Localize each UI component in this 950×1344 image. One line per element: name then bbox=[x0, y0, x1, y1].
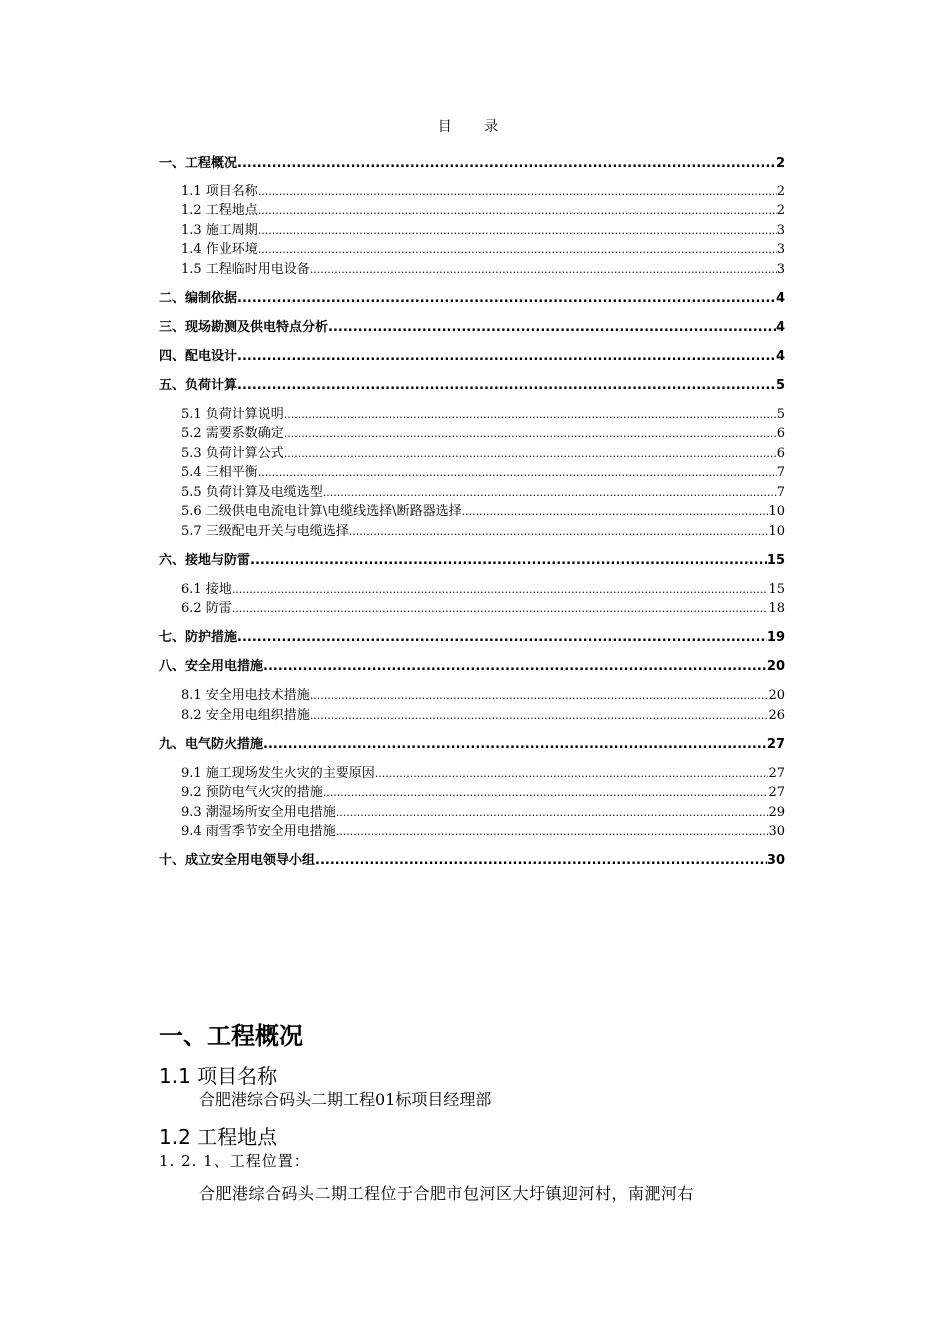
toc-leader bbox=[258, 202, 777, 220]
toc-entry-page: 5 bbox=[776, 407, 785, 422]
toc-entry-label: 5.3 负荷计算公式 bbox=[181, 446, 284, 461]
toc-entry-page: 18 bbox=[768, 601, 785, 616]
toc-entry-page: 27 bbox=[768, 785, 785, 800]
toc-leader bbox=[237, 155, 776, 173]
toc-entry-label: 1.4 作业环境 bbox=[181, 242, 258, 257]
toc-entry-page: 6 bbox=[776, 426, 785, 441]
body-paragraph: 合肥港综合码头二期工程01标项目经理部 bbox=[199, 1090, 492, 1109]
toc-entry[interactable] bbox=[181, 687, 785, 705]
toc-entry-label: 8.2 安全用电组织措施 bbox=[181, 708, 310, 723]
toc-entry[interactable] bbox=[181, 406, 785, 424]
toc-entry[interactable] bbox=[159, 319, 785, 337]
toc-leader bbox=[237, 348, 776, 366]
toc-leader bbox=[336, 823, 769, 841]
toc-leader bbox=[375, 765, 769, 783]
toc-entry-page: 30 bbox=[768, 824, 785, 839]
toc-leader bbox=[258, 183, 777, 201]
toc-leader bbox=[315, 852, 767, 870]
toc-entry-label: 1.5 工程临时用电设备 bbox=[181, 262, 310, 277]
toc-leader bbox=[323, 484, 777, 502]
toc-entry[interactable] bbox=[159, 736, 785, 754]
toc-entry[interactable] bbox=[159, 348, 785, 366]
toc-entry[interactable] bbox=[181, 784, 785, 802]
toc-entry-page: 26 bbox=[768, 708, 785, 723]
toc-entry-label: 六、接地与防雷 bbox=[159, 553, 251, 568]
toc-entry-label: 1.3 施工周期 bbox=[181, 223, 258, 238]
toc-entry-page: 3 bbox=[776, 262, 785, 277]
toc-entry-page: 2 bbox=[776, 184, 785, 199]
toc-entry[interactable] bbox=[181, 445, 785, 463]
toc-leader bbox=[328, 319, 776, 337]
toc-entry-label: 5.1 负荷计算说明 bbox=[181, 407, 284, 422]
list-item-label: 1. 2. 1、工程位置： bbox=[159, 1152, 310, 1170]
toc-entry[interactable] bbox=[181, 261, 785, 279]
toc-entry[interactable] bbox=[181, 523, 785, 541]
toc-entry[interactable] bbox=[159, 377, 785, 395]
toc-entry-page: 7 bbox=[776, 465, 785, 480]
toc-entry[interactable] bbox=[159, 290, 785, 308]
toc-entry-page: 4 bbox=[775, 291, 785, 306]
toc-entry-page: 19 bbox=[766, 630, 785, 645]
toc-entry-label: 一、工程概况 bbox=[159, 156, 238, 171]
toc-entry[interactable] bbox=[159, 155, 785, 173]
toc-entry[interactable] bbox=[181, 600, 785, 618]
toc-entry-label: 1.2 工程地点 bbox=[181, 203, 258, 218]
toc-entry-label: 1.1 项目名称 bbox=[181, 184, 258, 199]
toc-entry[interactable] bbox=[181, 707, 785, 725]
toc-leader bbox=[336, 804, 769, 822]
toc-leader bbox=[310, 261, 777, 279]
toc-entry-label: 三、现场勘测及供电特点分析 bbox=[159, 320, 329, 335]
toc-entry-page: 4 bbox=[775, 349, 785, 364]
toc-entry-label: 5.5 负荷计算及电缆选型 bbox=[181, 485, 323, 500]
toc-entry-page: 2 bbox=[775, 156, 785, 171]
toc-entry[interactable] bbox=[159, 552, 785, 570]
toc-leader bbox=[310, 687, 769, 705]
toc-entry-label: 9.2 预防电气火灾的措施 bbox=[181, 785, 323, 800]
toc-entry-page: 7 bbox=[776, 485, 785, 500]
toc-entry-label: 九、电气防火措施 bbox=[159, 737, 264, 752]
toc-entry-page: 3 bbox=[776, 223, 785, 238]
toc-leader bbox=[349, 523, 769, 541]
toc-entry[interactable] bbox=[181, 765, 785, 783]
toc-entry-label: 9.3 潮湿场所安全用电措施 bbox=[181, 805, 336, 820]
toc-entry-page: 3 bbox=[776, 242, 785, 257]
toc-leader bbox=[237, 377, 776, 395]
body-paragraph: 合肥港综合码头二期工程位于合肥市包河区大圩镇迎河村，南淝河右 bbox=[199, 1184, 695, 1203]
toc-entry-page: 27 bbox=[768, 766, 785, 781]
toc-entry[interactable] bbox=[159, 852, 785, 870]
toc-leader bbox=[284, 425, 777, 443]
subsection-heading: 1.2 工程地点 bbox=[159, 1125, 278, 1149]
toc-entry-page: 27 bbox=[766, 737, 785, 752]
toc-entry-label: 二、编制依据 bbox=[159, 291, 238, 306]
toc-entry[interactable] bbox=[181, 484, 785, 502]
toc-entry-page: 20 bbox=[766, 659, 785, 674]
toc-entry-label: 五、负荷计算 bbox=[159, 378, 238, 393]
toc-entry[interactable] bbox=[181, 202, 785, 220]
toc-leader bbox=[284, 445, 777, 463]
toc-entry-page: 2 bbox=[776, 203, 785, 218]
toc-leader bbox=[237, 290, 776, 308]
toc-entry[interactable] bbox=[181, 241, 785, 259]
toc-entry-label: 5.7 三级配电开关与电缆选择 bbox=[181, 524, 349, 539]
toc-entry[interactable] bbox=[181, 222, 785, 240]
toc-entry-page: 5 bbox=[775, 378, 785, 393]
toc-leader bbox=[237, 629, 767, 647]
toc-entry-page: 10 bbox=[768, 504, 785, 519]
toc-leader bbox=[258, 241, 777, 259]
toc-entry-label: 四、配电设计 bbox=[159, 349, 238, 364]
toc-leader bbox=[263, 736, 767, 754]
toc-entry-page: 6 bbox=[776, 446, 785, 461]
toc-leader bbox=[250, 552, 767, 570]
toc-leader bbox=[232, 581, 769, 599]
toc-entry-page: 15 bbox=[768, 582, 785, 597]
toc-entry[interactable] bbox=[181, 183, 785, 201]
toc-entry[interactable] bbox=[181, 464, 785, 482]
toc-leader bbox=[310, 707, 769, 725]
toc-entry-label: 5.2 需要系数确定 bbox=[181, 426, 284, 441]
toc-entry[interactable] bbox=[181, 823, 785, 841]
toc-entry[interactable] bbox=[181, 425, 785, 443]
toc-entry-label: 6.1 接地 bbox=[181, 582, 232, 597]
toc-entry-page: 10 bbox=[768, 524, 785, 539]
toc-entry[interactable] bbox=[181, 804, 785, 822]
toc-entry-label: 9.1 施工现场发生火灾的主要原因 bbox=[181, 766, 375, 781]
toc-entry-label: 6.2 防雷 bbox=[181, 601, 232, 616]
toc-entry[interactable] bbox=[181, 503, 785, 521]
toc-leader bbox=[232, 600, 769, 618]
toc-entry-label: 七、防护措施 bbox=[159, 630, 238, 645]
toc-entry[interactable] bbox=[181, 581, 785, 599]
toc-leader bbox=[258, 222, 777, 240]
toc-entry-page: 29 bbox=[768, 805, 785, 820]
toc-entry-label: 5.4 三相平衡 bbox=[181, 465, 258, 480]
toc-entry[interactable] bbox=[159, 629, 785, 647]
toc-entry-label: 八、安全用电措施 bbox=[159, 659, 264, 674]
toc-title: 目 录 bbox=[437, 119, 513, 135]
toc-leader bbox=[258, 464, 777, 482]
toc-leader bbox=[462, 503, 769, 521]
toc-entry[interactable] bbox=[159, 658, 785, 676]
toc-entry-page: 30 bbox=[766, 853, 785, 868]
toc-leader bbox=[263, 658, 767, 676]
toc-entry-label: 9.4 雨雪季节安全用电措施 bbox=[181, 824, 336, 839]
toc-entry-label: 8.1 安全用电技术措施 bbox=[181, 688, 310, 703]
subsection-heading: 1.1 项目名称 bbox=[159, 1064, 278, 1088]
toc-leader bbox=[284, 406, 777, 424]
section-heading: 一、工程概况 bbox=[159, 1022, 303, 1050]
toc-entry-page: 20 bbox=[768, 688, 785, 703]
toc-entry-label: 5.6 二级供电电流电计算\电缆线选择\断路器选择 bbox=[181, 504, 462, 519]
toc-entry-page: 4 bbox=[775, 320, 785, 335]
toc-leader bbox=[323, 784, 769, 802]
toc-entry-page: 15 bbox=[766, 553, 785, 568]
toc-entry-label: 十、成立安全用电领导小组 bbox=[159, 853, 316, 868]
